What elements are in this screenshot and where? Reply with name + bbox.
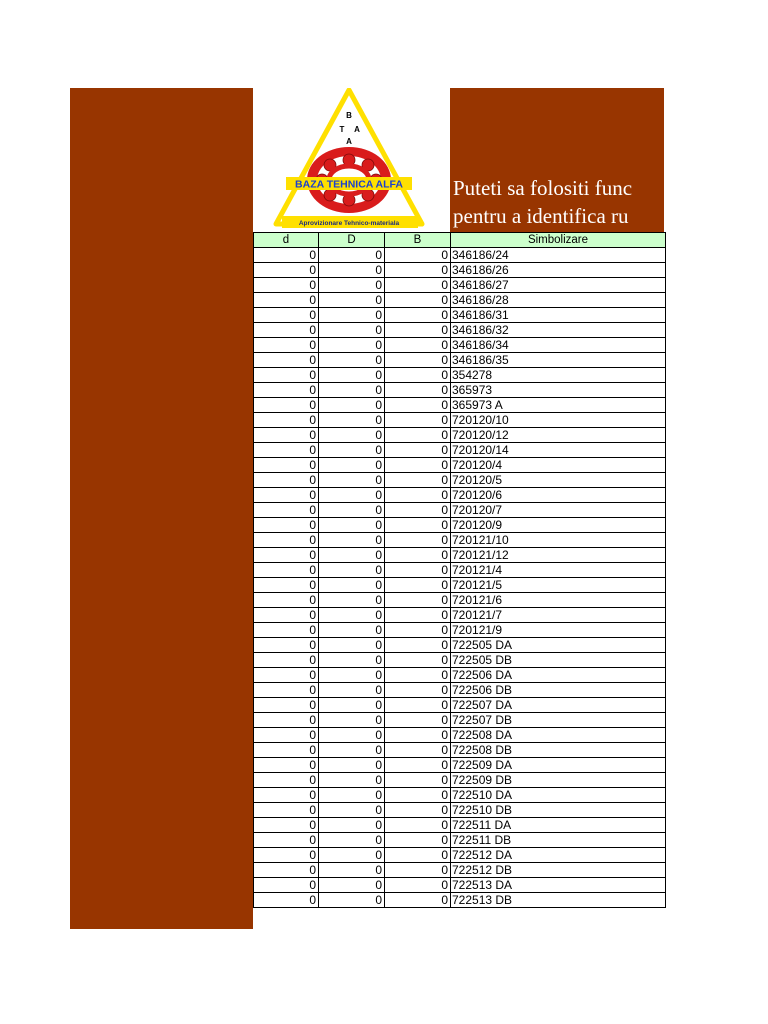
cell-simbolizare[interactable]: 722509 DB xyxy=(451,773,666,788)
cell-simbolizare[interactable]: 720121/7 xyxy=(451,608,666,623)
table-row xyxy=(254,428,666,443)
bearing-logo-icon xyxy=(272,88,427,231)
cell-B[interactable]: 0 xyxy=(385,698,451,713)
table-row xyxy=(254,383,666,398)
cell-B[interactable]: 0 xyxy=(385,608,451,623)
cell-simbolizare[interactable]: 722507 DA xyxy=(451,698,666,713)
table-header-row xyxy=(254,233,666,248)
cell-simbolizare[interactable]: 346186/26 xyxy=(451,263,666,278)
cell-d[interactable]: 0 xyxy=(254,308,319,323)
cell-B[interactable]: 0 xyxy=(385,773,451,788)
cell-B[interactable]: 0 xyxy=(385,578,451,593)
info-banner xyxy=(450,88,664,232)
cell-simbolizare[interactable]: 722506 DA xyxy=(451,668,666,683)
cell-d[interactable]: 0 xyxy=(254,683,319,698)
cell-simbolizare[interactable]: 722508 DA xyxy=(451,728,666,743)
cell-d[interactable]: 0 xyxy=(254,803,319,818)
table-row xyxy=(254,803,666,818)
logo-tagline: Aprovizionare Tehnico-materiala xyxy=(298,220,400,227)
cell-d[interactable]: 0 xyxy=(254,758,319,773)
cell-B[interactable]: 0 xyxy=(385,638,451,653)
cell-D[interactable]: 0 xyxy=(319,473,385,488)
cell-B[interactable]: 0 xyxy=(385,593,451,608)
cell-B[interactable]: 0 xyxy=(385,653,451,668)
cell-B[interactable]: 0 xyxy=(385,743,451,758)
cell-d[interactable]: 0 xyxy=(254,323,319,338)
cell-B[interactable]: 0 xyxy=(385,878,451,893)
bearings-table xyxy=(253,232,666,908)
cell-simbolizare[interactable]: 722512 DB xyxy=(451,863,666,878)
header-B[interactable]: B xyxy=(385,233,451,248)
cell-d[interactable]: 0 xyxy=(254,248,319,263)
cell-D[interactable]: 0 xyxy=(319,293,385,308)
cell-simbolizare[interactable]: 722510 DA xyxy=(451,788,666,803)
table-row xyxy=(254,863,666,878)
cell-simbolizare[interactable]: 346186/31 xyxy=(451,308,666,323)
cell-simbolizare[interactable]: 722511 DB xyxy=(451,833,666,848)
cell-D[interactable]: 0 xyxy=(319,413,385,428)
cell-D[interactable]: 0 xyxy=(319,833,385,848)
cell-d[interactable]: 0 xyxy=(254,353,319,368)
cell-d[interactable]: 0 xyxy=(254,623,319,638)
table-row xyxy=(254,458,666,473)
cell-B[interactable]: 0 xyxy=(385,473,451,488)
cell-D[interactable]: 0 xyxy=(319,533,385,548)
table-row xyxy=(254,413,666,428)
table-row xyxy=(254,728,666,743)
cell-B[interactable]: 0 xyxy=(385,428,451,443)
cell-simbolizare[interactable]: 365973 A xyxy=(451,398,666,413)
cell-B[interactable]: 0 xyxy=(385,383,451,398)
cell-simbolizare[interactable]: 720120/14 xyxy=(451,443,666,458)
logo-letter-t: T xyxy=(339,125,345,134)
cell-simbolizare[interactable]: 720120/7 xyxy=(451,503,666,518)
cell-D[interactable]: 0 xyxy=(319,353,385,368)
cell-D[interactable]: 0 xyxy=(319,518,385,533)
cell-B[interactable]: 0 xyxy=(385,278,451,293)
cell-B[interactable]: 0 xyxy=(385,758,451,773)
banner-line-1: Puteti sa folositi func xyxy=(453,176,633,200)
cell-simbolizare[interactable]: 720121/12 xyxy=(451,548,666,563)
cell-simbolizare[interactable]: 720120/6 xyxy=(451,488,666,503)
cell-D[interactable]: 0 xyxy=(319,548,385,563)
cell-D[interactable]: 0 xyxy=(319,848,385,863)
cell-simbolizare[interactable]: 720120/12 xyxy=(451,428,666,443)
cell-d[interactable]: 0 xyxy=(254,638,319,653)
cell-d[interactable]: 0 xyxy=(254,503,319,518)
cell-D[interactable]: 0 xyxy=(319,368,385,383)
cell-d[interactable]: 0 xyxy=(254,818,319,833)
cell-d[interactable]: 0 xyxy=(254,893,319,908)
table-row xyxy=(254,563,666,578)
cell-d[interactable]: 0 xyxy=(254,473,319,488)
cell-d[interactable]: 0 xyxy=(254,443,319,458)
cell-simbolizare[interactable]: 346186/27 xyxy=(451,278,666,293)
cell-B[interactable]: 0 xyxy=(385,848,451,863)
cell-D[interactable]: 0 xyxy=(319,278,385,293)
cell-B[interactable]: 0 xyxy=(385,668,451,683)
cell-B[interactable]: 0 xyxy=(385,248,451,263)
table-row xyxy=(254,353,666,368)
table-row xyxy=(254,743,666,758)
header-simbolizare[interactable]: Simbolizare xyxy=(451,233,666,248)
cell-simbolizare[interactable]: 346186/32 xyxy=(451,323,666,338)
table-row xyxy=(254,443,666,458)
cell-simbolizare[interactable]: 722512 DA xyxy=(451,848,666,863)
cell-simbolizare[interactable]: 722506 DB xyxy=(451,683,666,698)
cell-D[interactable]: 0 xyxy=(319,803,385,818)
cell-d[interactable]: 0 xyxy=(254,863,319,878)
cell-D[interactable]: 0 xyxy=(319,503,385,518)
cell-simbolizare[interactable]: 365973 xyxy=(451,383,666,398)
cell-D[interactable]: 0 xyxy=(319,728,385,743)
cell-B[interactable]: 0 xyxy=(385,368,451,383)
cell-d[interactable]: 0 xyxy=(254,713,319,728)
cell-B[interactable]: 0 xyxy=(385,563,451,578)
cell-D[interactable]: 0 xyxy=(319,893,385,908)
header-d[interactable]: d xyxy=(254,233,319,248)
cell-d[interactable]: 0 xyxy=(254,368,319,383)
table-row xyxy=(254,248,666,263)
cell-simbolizare[interactable]: 720121/9 xyxy=(451,623,666,638)
cell-d[interactable]: 0 xyxy=(254,698,319,713)
cell-simbolizare[interactable]: 720121/6 xyxy=(451,593,666,608)
table-row xyxy=(254,578,666,593)
cell-d[interactable]: 0 xyxy=(254,533,319,548)
cell-B[interactable]: 0 xyxy=(385,338,451,353)
table-row xyxy=(254,593,666,608)
table-row xyxy=(254,683,666,698)
cell-d[interactable]: 0 xyxy=(254,488,319,503)
cell-D[interactable]: 0 xyxy=(319,638,385,653)
cell-simbolizare[interactable]: 722505 DA xyxy=(451,638,666,653)
table-row xyxy=(254,758,666,773)
cell-B[interactable]: 0 xyxy=(385,398,451,413)
table-row xyxy=(254,608,666,623)
table-body xyxy=(254,248,666,908)
cell-simbolizare[interactable]: 722505 DB xyxy=(451,653,666,668)
table-row xyxy=(254,518,666,533)
table-row xyxy=(254,503,666,518)
cell-B[interactable]: 0 xyxy=(385,548,451,563)
cell-simbolizare[interactable]: 720120/4 xyxy=(451,458,666,473)
cell-D[interactable]: 0 xyxy=(319,698,385,713)
cell-D[interactable]: 0 xyxy=(319,878,385,893)
cell-simbolizare[interactable]: 346186/28 xyxy=(451,293,666,308)
cell-D[interactable]: 0 xyxy=(319,578,385,593)
cell-simbolizare[interactable]: 722513 DA xyxy=(451,878,666,893)
cell-B[interactable]: 0 xyxy=(385,623,451,638)
table-row xyxy=(254,638,666,653)
cell-d[interactable]: 0 xyxy=(254,743,319,758)
cell-D[interactable]: 0 xyxy=(319,818,385,833)
cell-D[interactable]: 0 xyxy=(319,323,385,338)
cell-d[interactable]: 0 xyxy=(254,398,319,413)
cell-simbolizare[interactable]: 722511 DA xyxy=(451,818,666,833)
banner-line-2: pentru a identifica ru xyxy=(453,204,629,228)
cell-B[interactable]: 0 xyxy=(385,893,451,908)
cell-simbolizare[interactable]: 722508 DB xyxy=(451,743,666,758)
cell-D[interactable]: 0 xyxy=(319,623,385,638)
table-row xyxy=(254,848,666,863)
table-row xyxy=(254,278,666,293)
table-row xyxy=(254,308,666,323)
cell-d[interactable]: 0 xyxy=(254,338,319,353)
cell-D[interactable]: 0 xyxy=(319,713,385,728)
cell-D[interactable]: 0 xyxy=(319,593,385,608)
cell-D[interactable]: 0 xyxy=(319,863,385,878)
cell-B[interactable]: 0 xyxy=(385,263,451,278)
cell-simbolizare[interactable]: 722507 DB xyxy=(451,713,666,728)
cell-d[interactable]: 0 xyxy=(254,293,319,308)
cell-simbolizare[interactable]: 720121/4 xyxy=(451,563,666,578)
cell-simbolizare[interactable]: 722509 DA xyxy=(451,758,666,773)
cell-B[interactable]: 0 xyxy=(385,788,451,803)
cell-B[interactable]: 0 xyxy=(385,293,451,308)
cell-B[interactable]: 0 xyxy=(385,518,451,533)
table-row xyxy=(254,623,666,638)
table-row xyxy=(254,488,666,503)
header-D[interactable]: D xyxy=(319,233,385,248)
cell-B[interactable]: 0 xyxy=(385,863,451,878)
cell-D[interactable]: 0 xyxy=(319,428,385,443)
cell-D[interactable]: 0 xyxy=(319,758,385,773)
banner-text xyxy=(453,174,664,230)
table-row xyxy=(254,548,666,563)
cell-d[interactable]: 0 xyxy=(254,848,319,863)
cell-B[interactable]: 0 xyxy=(385,533,451,548)
cell-B[interactable]: 0 xyxy=(385,413,451,428)
cell-D[interactable]: 0 xyxy=(319,398,385,413)
cell-d[interactable]: 0 xyxy=(254,278,319,293)
cell-D[interactable]: 0 xyxy=(319,458,385,473)
cell-d[interactable]: 0 xyxy=(254,413,319,428)
table-row xyxy=(254,818,666,833)
cell-d[interactable]: 0 xyxy=(254,548,319,563)
cell-simbolizare[interactable]: 722510 DB xyxy=(451,803,666,818)
cell-D[interactable]: 0 xyxy=(319,608,385,623)
table-row xyxy=(254,368,666,383)
table-row xyxy=(254,293,666,308)
cell-D[interactable]: 0 xyxy=(319,788,385,803)
cell-B[interactable]: 0 xyxy=(385,833,451,848)
cell-D[interactable]: 0 xyxy=(319,383,385,398)
cell-simbolizare[interactable]: 722513 DB xyxy=(451,893,666,908)
table-row xyxy=(254,773,666,788)
cell-B[interactable]: 0 xyxy=(385,803,451,818)
cell-d[interactable]: 0 xyxy=(254,578,319,593)
cell-D[interactable]: 0 xyxy=(319,308,385,323)
cell-simbolizare[interactable]: 720120/9 xyxy=(451,518,666,533)
cell-simbolizare[interactable]: 346186/34 xyxy=(451,338,666,353)
cell-D[interactable]: 0 xyxy=(319,668,385,683)
cell-simbolizare[interactable]: 720120/5 xyxy=(451,473,666,488)
table-row xyxy=(254,698,666,713)
cell-D[interactable]: 0 xyxy=(319,743,385,758)
table-row xyxy=(254,878,666,893)
company-logo xyxy=(272,88,427,231)
cell-d[interactable]: 0 xyxy=(254,593,319,608)
logo-letter-b: B xyxy=(346,111,352,120)
cell-D[interactable]: 0 xyxy=(319,263,385,278)
cell-B[interactable]: 0 xyxy=(385,683,451,698)
cell-B[interactable]: 0 xyxy=(385,728,451,743)
cell-B[interactable]: 0 xyxy=(385,323,451,338)
cell-B[interactable]: 0 xyxy=(385,818,451,833)
cell-d[interactable]: 0 xyxy=(254,458,319,473)
cell-d[interactable]: 0 xyxy=(254,563,319,578)
table-row xyxy=(254,668,666,683)
cell-simbolizare[interactable]: 346186/35 xyxy=(451,353,666,368)
cell-B[interactable]: 0 xyxy=(385,488,451,503)
cell-d[interactable]: 0 xyxy=(254,653,319,668)
table-row xyxy=(254,473,666,488)
cell-d[interactable]: 0 xyxy=(254,608,319,623)
cell-D[interactable]: 0 xyxy=(319,683,385,698)
table-row xyxy=(254,323,666,338)
table-row xyxy=(254,398,666,413)
cell-d[interactable]: 0 xyxy=(254,773,319,788)
logo-company-name: BAZA TEHNICA ALFA xyxy=(295,178,403,191)
cell-d[interactable]: 0 xyxy=(254,428,319,443)
cell-B[interactable]: 0 xyxy=(385,503,451,518)
cell-simbolizare[interactable]: 346186/24 xyxy=(451,248,666,263)
cell-simbolizare[interactable]: 720121/10 xyxy=(451,533,666,548)
cell-D[interactable]: 0 xyxy=(319,488,385,503)
cell-d[interactable]: 0 xyxy=(254,263,319,278)
cell-B[interactable]: 0 xyxy=(385,353,451,368)
left-color-panel xyxy=(70,88,253,929)
cell-D[interactable]: 0 xyxy=(319,338,385,353)
cell-D[interactable]: 0 xyxy=(319,248,385,263)
cell-d[interactable]: 0 xyxy=(254,833,319,848)
table-row xyxy=(254,533,666,548)
table-row xyxy=(254,338,666,353)
table-row xyxy=(254,653,666,668)
table-row xyxy=(254,833,666,848)
cell-d[interactable]: 0 xyxy=(254,668,319,683)
cell-B[interactable]: 0 xyxy=(385,443,451,458)
cell-B[interactable]: 0 xyxy=(385,308,451,323)
cell-simbolizare[interactable]: 720120/10 xyxy=(451,413,666,428)
cell-d[interactable]: 0 xyxy=(254,878,319,893)
cell-d[interactable]: 0 xyxy=(254,518,319,533)
cell-simbolizare[interactable]: 354278 xyxy=(451,368,666,383)
cell-simbolizare[interactable]: 720121/5 xyxy=(451,578,666,593)
cell-B[interactable]: 0 xyxy=(385,458,451,473)
table-row xyxy=(254,893,666,908)
logo-letter-a2: A xyxy=(346,137,352,146)
cell-d[interactable]: 0 xyxy=(254,728,319,743)
cell-D[interactable]: 0 xyxy=(319,563,385,578)
logo-letter-a: A xyxy=(354,125,360,134)
table-row xyxy=(254,713,666,728)
cell-D[interactable]: 0 xyxy=(319,653,385,668)
cell-D[interactable]: 0 xyxy=(319,443,385,458)
cell-D[interactable]: 0 xyxy=(319,773,385,788)
cell-d[interactable]: 0 xyxy=(254,788,319,803)
cell-B[interactable]: 0 xyxy=(385,713,451,728)
table-row xyxy=(254,263,666,278)
table-row xyxy=(254,788,666,803)
cell-d[interactable]: 0 xyxy=(254,383,319,398)
